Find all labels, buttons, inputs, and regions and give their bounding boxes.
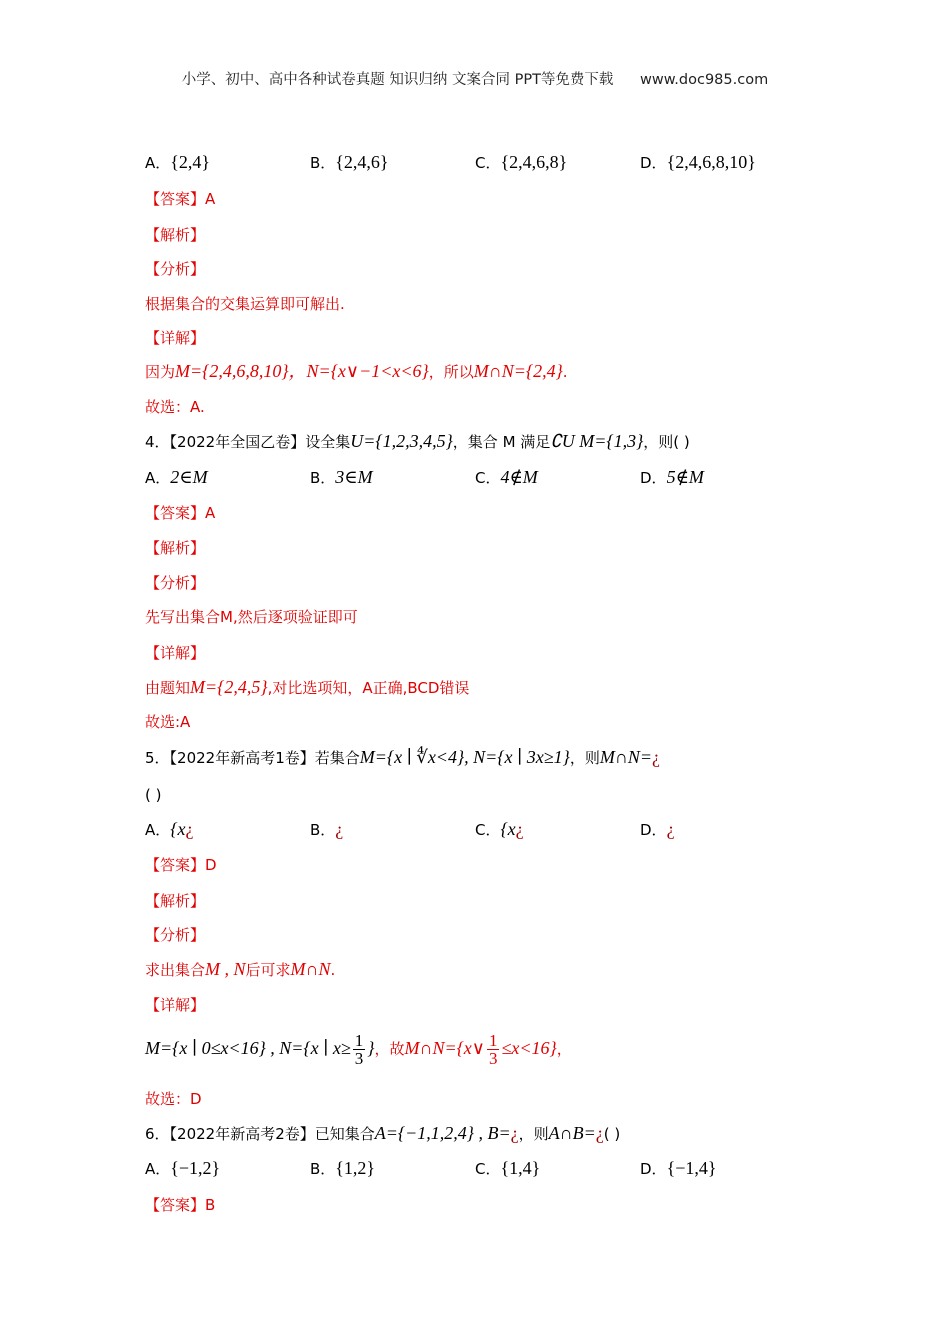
q3-detail: 因为M={2,4,6,8,10}，N={x∨−1<x<6}，所以M∩N={2,4}. bbox=[145, 361, 568, 381]
q4-xiangjie: 【详解】 bbox=[145, 644, 206, 662]
q5-jiexi: 【解析】 bbox=[145, 892, 206, 910]
q5-option-c: C．{x¿ bbox=[475, 819, 524, 839]
q6-option-b: B．{1,2} bbox=[310, 1158, 376, 1178]
q5-xiangjie: 【详解】 bbox=[145, 996, 206, 1014]
q4-fenxi: 【分析】 bbox=[145, 574, 206, 592]
q5-frac2-den: 3 bbox=[488, 1049, 498, 1068]
q5-frac1-den: 3 bbox=[354, 1049, 364, 1068]
q4-choose: 故选:A bbox=[145, 713, 191, 731]
q3-choose: 故选：A. bbox=[145, 398, 205, 416]
q4-jiexi: 【解析】 bbox=[145, 539, 206, 557]
q4-detail: 由题知M={2,4,5},对比选项知，A正确,BCD错误 bbox=[145, 677, 470, 697]
q5-paren: ( ) bbox=[145, 786, 162, 804]
q4-option-a: A．2∈M bbox=[145, 467, 208, 487]
q3-fenxi-text: 根据集合的交集运算即可解出. bbox=[145, 295, 345, 313]
q3-option-d: D．{2,4,6,8,10} bbox=[640, 152, 756, 172]
q5-option-d: D．¿ bbox=[640, 819, 675, 839]
q3-jiexi: 【解析】 bbox=[145, 226, 206, 244]
q6-stem: 6．【2022年新高考2卷】已知集合A={−1,1,2,4} , B=¿，则A∩B=¿( ) bbox=[145, 1123, 621, 1143]
q3-option-b: B．{2,4,6} bbox=[310, 152, 389, 172]
q3-fenxi: 【分析】 bbox=[145, 260, 206, 278]
q5-option-a: A．{x¿ bbox=[145, 819, 194, 839]
q6-option-c: C．{1,4} bbox=[475, 1158, 541, 1178]
q4-option-d: D．5∉M bbox=[640, 467, 704, 487]
q5-detail: M={x ∣ 0≤x<16} , N={x ∣ x≥ $\frac{1}{3}$ }，故M∩N={x∨ $\frac{1}{3}$ ≤x<16}， bbox=[145, 1031, 572, 1068]
q6-answer: 【答案】B bbox=[145, 1196, 216, 1214]
q5-fenxi-text: 求出集合M , N后可求M∩N. bbox=[145, 959, 336, 979]
q3-option-c: C．{2,4,6,8} bbox=[475, 152, 568, 172]
q5-choose: 故选：D bbox=[145, 1090, 202, 1108]
q5-stem: 5．【2022年新高考1卷】若集合M={x ∣ ∜x<4}, N={x ∣ 3x≥1}，则M∩N=¿ bbox=[145, 747, 660, 767]
q5-fenxi: 【分析】 bbox=[145, 926, 206, 944]
q4-fenxi-text: 先写出集合M,然后逐项验证即可 bbox=[145, 608, 358, 626]
q4-option-c: C．4∉M bbox=[475, 467, 538, 487]
header-url[interactable]: www.doc985.com bbox=[640, 72, 769, 88]
q6-option-a: A．{−1,2} bbox=[145, 1158, 221, 1178]
q3-option-a: A．{2,4} bbox=[145, 152, 211, 172]
q3-answer: 【答案】A bbox=[145, 190, 216, 208]
q5-frac2-num: 1 bbox=[488, 1031, 498, 1050]
q4-answer: 【答案】A bbox=[145, 504, 216, 522]
q6-option-d: D．{−1,4} bbox=[640, 1158, 717, 1178]
q5-frac1-num: 1 bbox=[354, 1031, 364, 1050]
q4-stem: 4．【2022年全国乙卷】设全集U={1,2,3,4,5}，集合 M 满足∁U M={1,3}，则( ) bbox=[145, 431, 690, 451]
page-header bbox=[0, 68, 950, 89]
q4-option-b: B．3∈M bbox=[310, 467, 373, 487]
q5-option-b: B．¿ bbox=[310, 819, 344, 839]
header-text: 小学、初中、高中各种试卷真题 知识归纳 文案合同 PPT等免费下载 bbox=[181, 72, 614, 88]
q3-xiangjie: 【详解】 bbox=[145, 329, 206, 347]
q5-answer: 【答案】D bbox=[145, 856, 217, 874]
